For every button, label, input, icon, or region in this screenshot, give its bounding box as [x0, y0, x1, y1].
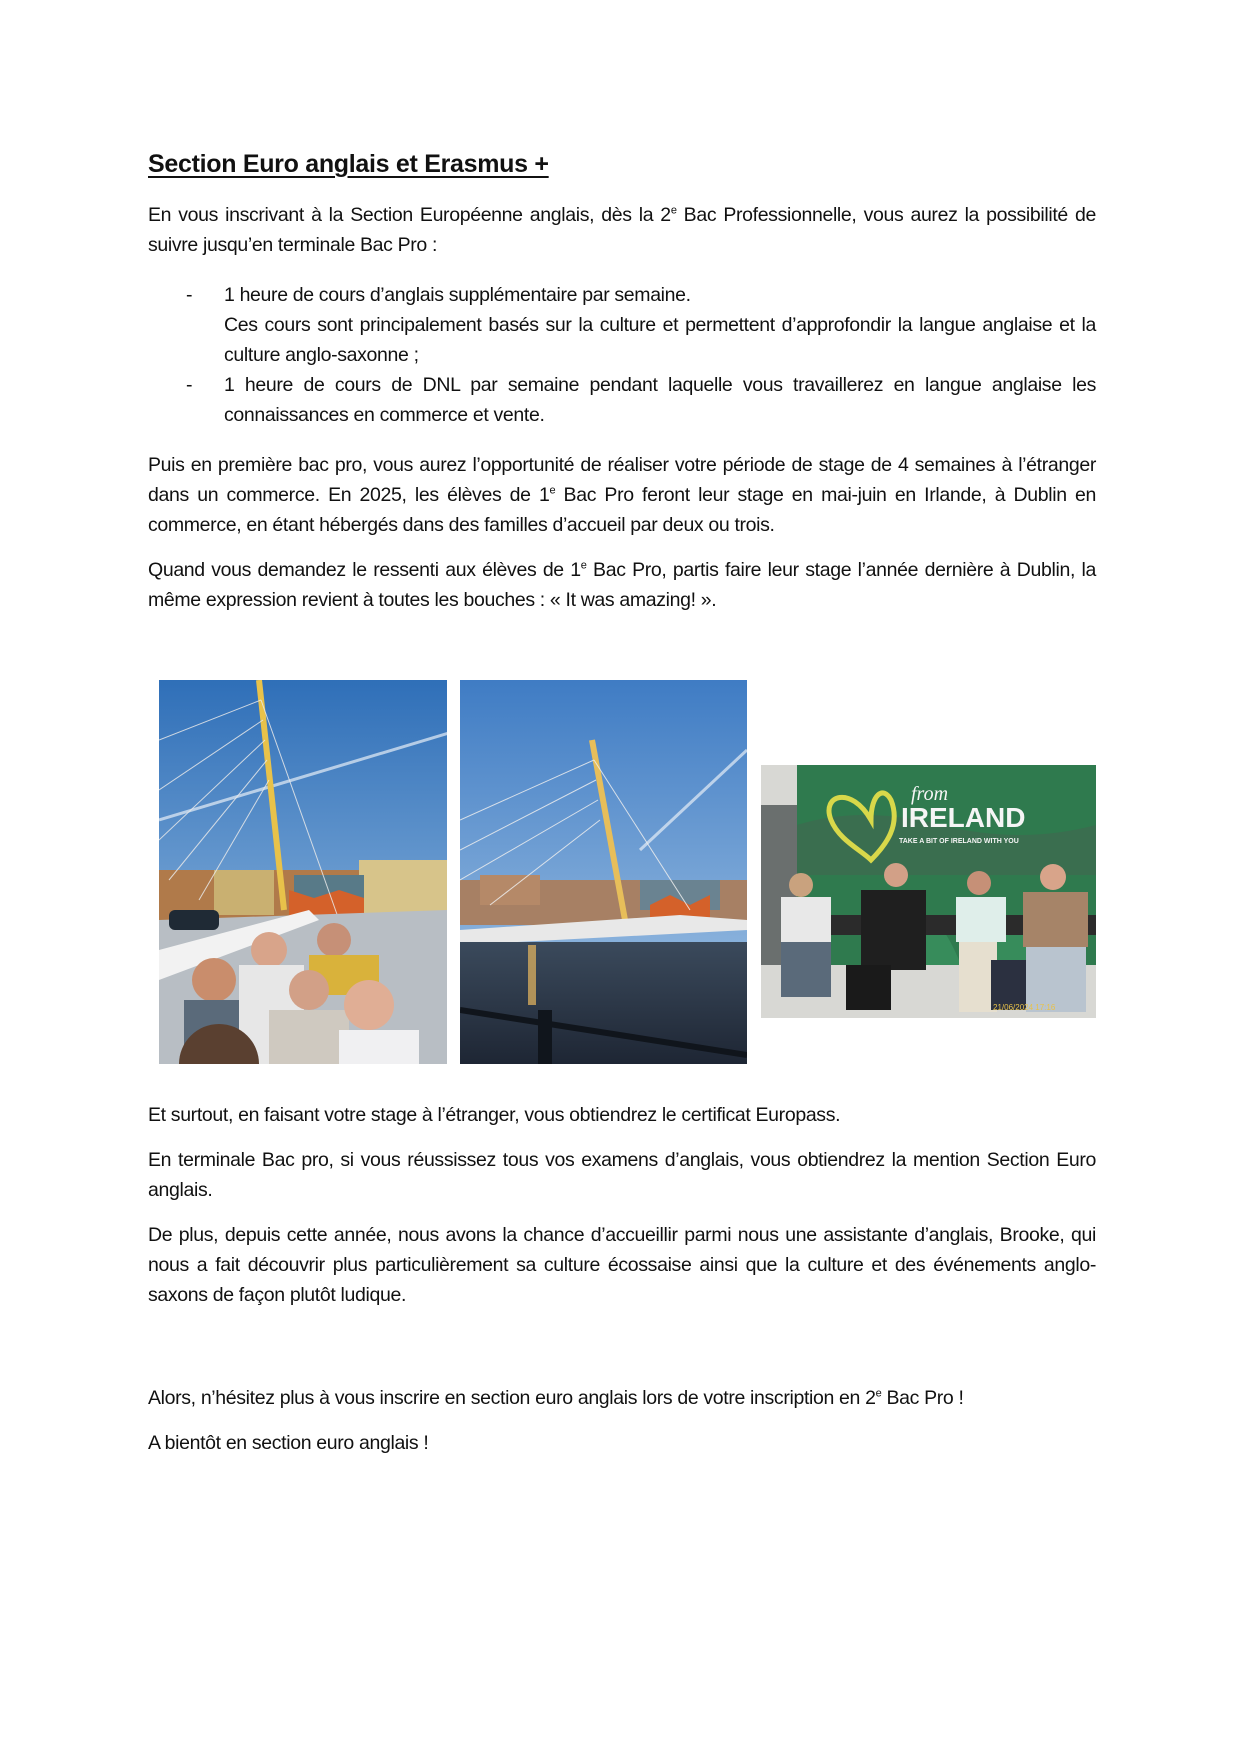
billboard-tagline: TAKE A BIT OF IRELAND WITH YOU	[899, 838, 1019, 845]
closing-line: A bientôt en section euro anglais !	[148, 1432, 429, 1454]
bullet-dash: -	[186, 374, 193, 396]
photo-from-ireland	[761, 765, 1096, 1018]
stage-text-1: Puis en première bac pro, vous aurez l’opportunité de réaliser votre période de stage de 4 semaines à l’étranger dans un commerce. En 2025, les élèves de 1	[148, 454, 1096, 506]
europass-paragraph: Et surtout, en faisant votre stage à l’étranger, vous obtiendrez le certificat Europass.	[148, 1104, 841, 1126]
intro-text-2: Bac Professionnelle, vous aurez la possibilité de suivre jusqu’en terminale Bac Pro :	[148, 204, 1096, 256]
photo-bridge-selfie	[159, 680, 447, 1064]
ordinal-sup: e	[875, 1387, 882, 1400]
bullet-dash: -	[186, 284, 193, 306]
ressenti-text-1: Quand vous demandez le ressenti aux élèves de 1	[148, 559, 581, 581]
intro-text-1: En vous inscrivant à la Section Européenne anglais, dès la 2	[148, 204, 671, 226]
list-item	[148, 280, 1096, 370]
stage-paragraph	[148, 450, 1096, 540]
assistante-paragraph: De plus, depuis cette année, nous avons la chance d’accueillir parmi nous une assistante d’anglais, Brooke, qui nous a fait découvrir plus particulièrement sa culture écossaise ainsi que la culture et des événements anglo-saxons de façon plutôt ludique.	[148, 1224, 1096, 1306]
intro-paragraph	[148, 200, 1096, 260]
mention-paragraph: En terminale Bac pro, si vous réussissez tous vos examens d’anglais, vous obtiendrez la mention Section Euro anglais.	[148, 1149, 1096, 1201]
ordinal-sup: e	[670, 204, 677, 217]
course-list	[148, 280, 1096, 430]
stage-text-2: Bac Pro feront leur stage en mai-juin en Irlande, à Dublin en commerce, en étant hébergés dans des familles d’accueil par deux ou trois.	[148, 484, 1096, 536]
billboard-from-text: from	[911, 783, 949, 805]
ordinal-sup: e	[549, 484, 556, 497]
billboard-ireland-text: IRELAND	[901, 802, 1026, 833]
page-title: Section Euro anglais et Erasmus +	[148, 150, 549, 178]
photo-timestamp: 21/06/2024 17:16	[993, 1003, 1056, 1012]
list-item-text: 1 heure de cours d’anglais supplémentaire par semaine.	[224, 284, 691, 306]
ordinal-sup: e	[580, 559, 587, 572]
photo-bridge-river	[460, 680, 747, 1064]
list-item	[148, 370, 1096, 430]
ressenti-text-2: Bac Pro, partis faire leur stage l’année dernière à Dublin, la même expression revient à toutes les bouches : « It was amazing! ».	[148, 559, 1096, 611]
alors-text-1: Alors, n’hésitez plus à vous inscrire en section euro anglais lors de votre inscription en 2	[148, 1387, 876, 1409]
alors-paragraph	[148, 1383, 1096, 1413]
ressenti-paragraph	[148, 555, 1096, 615]
list-item-text: 1 heure de cours de DNL par semaine pendant laquelle vous travaillerez en langue anglaise les connaissances en commerce et vente.	[224, 374, 1096, 426]
alors-text-2: Bac Pro !	[881, 1387, 964, 1409]
list-item-subtext: Ces cours sont principalement basés sur la culture et permettent d’approfondir la langue anglaise et la culture anglo-saxonne ;	[224, 314, 1096, 366]
